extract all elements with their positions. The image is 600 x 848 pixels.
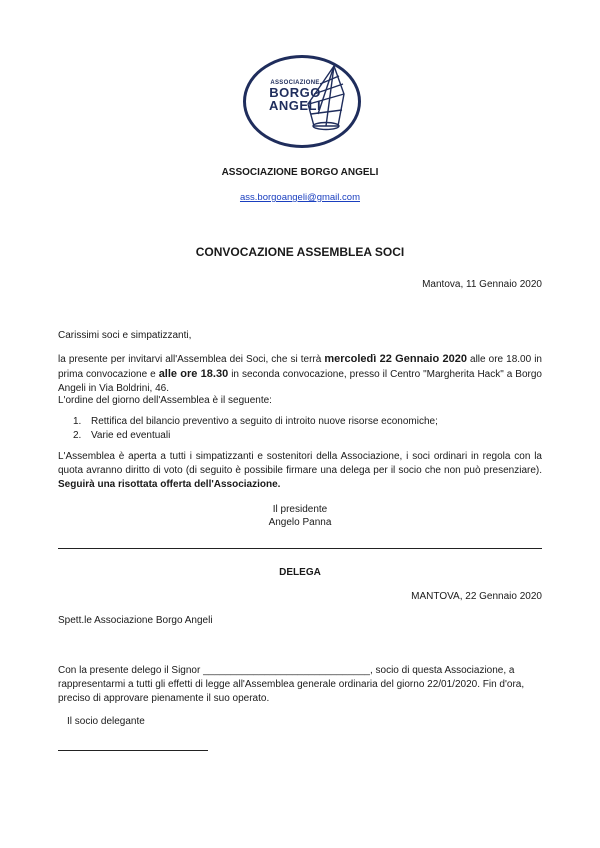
list-item: 1. Rettifica del bilancio preventivo a seguito di introito nuove risorse economiche; <box>73 416 438 427</box>
second-call-time: alle ore 18.30 <box>158 368 229 380</box>
notice-bold-text: Seguirà una risottata offerta dell'Associazione. <box>58 479 281 490</box>
invitation-text-3: in seconda convocazione, presso il Centro "Margherita Hack" a Borgo Angeli in Via Boldrini, 46. <box>58 369 542 394</box>
document-title: CONVOCAZIONE ASSEMBLEA SOCI <box>195 245 405 259</box>
delega-paragraph <box>58 664 542 706</box>
invitation-text-1: la presente per invitarvi all'Assemblea dei Soci, che si terrà <box>58 354 325 365</box>
section-divider <box>58 548 542 549</box>
notice-text: L'Assemblea è aperta a tutti i simpatizzanti e sostenitori della Associazione, i soci ordinari in regola con la quota avranno diritto di voto (di seguito è possibile firmare una delega per il socio che non può presenziare). <box>58 451 542 476</box>
logo-line-2: ANGELI <box>268 98 322 113</box>
date-line: Mantova, 11 Gennaio 2020 <box>422 279 542 290</box>
agenda-list <box>58 415 438 443</box>
delega-date-line: MANTOVA, 22 Gennaio 2020 <box>411 591 542 602</box>
signature-name: Angelo Panna <box>268 517 332 528</box>
delegate-name-blank[interactable]: ______________________________ <box>203 665 370 676</box>
signature-line[interactable] <box>58 750 208 751</box>
association-name: ASSOCIAZIONE BORGO ANGELI <box>221 167 379 178</box>
email-link[interactable]: ass.borgoangeli@gmail.com <box>239 192 360 203</box>
logo-top-text: ASSOCIAZIONE <box>270 80 320 86</box>
delega-title: DELEGA <box>279 567 321 578</box>
meeting-date: mercoledì 22 Gennaio 2020 <box>324 353 467 365</box>
president-signature <box>0 503 600 529</box>
fish-trap-icon <box>304 64 348 138</box>
delega-addressee: Spett.le Associazione Borgo Angeli <box>58 615 213 626</box>
greeting: Carissimi soci e simpatizzanti, <box>58 330 192 341</box>
delega-text-1: Con la presente delego il Signor <box>58 665 204 676</box>
invitation-text-2: alle ore 18.00 in prima convocazione e <box>58 354 542 380</box>
association-logo <box>243 55 361 148</box>
delega-text-2: , socio di questa Associazione, a rappresentarmi a tutti gli effetti di legge all'Assemblea generale ordinaria del giorno 22/01/2020. Fin d'ora, preciso di approvare pienamente il suo operato. <box>58 665 525 704</box>
notice-paragraph <box>58 450 542 492</box>
invitation-paragraph <box>58 352 542 396</box>
delegating-member-label: Il socio delegante <box>67 716 145 727</box>
signature-role: Il presidente <box>272 504 328 515</box>
list-item: 2. Varie ed eventuali <box>73 430 171 441</box>
agenda-intro: L'ordine del giorno dell'Assemblea è il seguente: <box>58 395 272 406</box>
logo-line-1: BORGO <box>269 85 321 100</box>
